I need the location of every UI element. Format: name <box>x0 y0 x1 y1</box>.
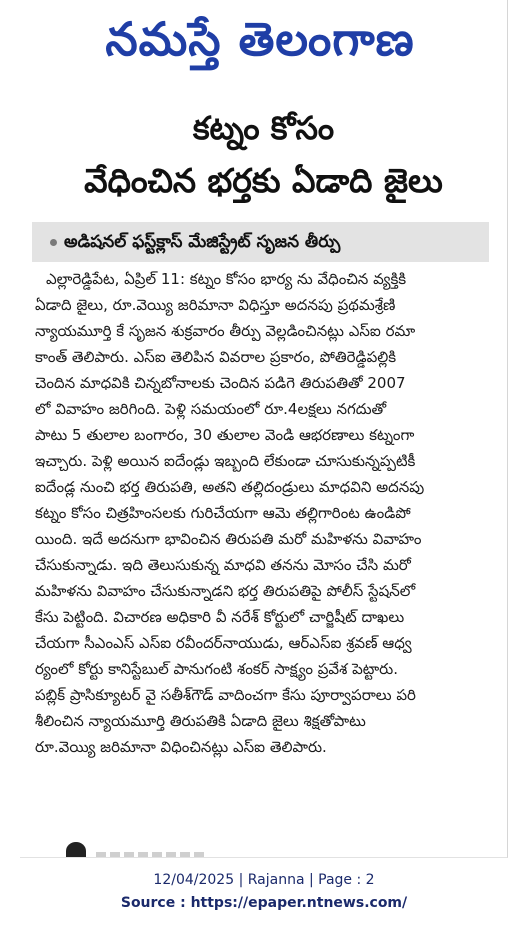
newspaper-masthead: నమస్తే తెలంగాణ <box>105 12 415 66</box>
article-line: శీలించిన న్యాయమూర్తి తిరుపతికి ఏడాది జైలు శిక్షతోపాటు <box>35 712 366 730</box>
article-line: కేసు పెట్టింది. విచారణ అధికారి వీ నరేశ్ కోర్టులో చార్జిషీట్ దాఖలు <box>35 608 405 626</box>
article-line: ఎల్లారెడ్డిపేట, ఏప్రిల్ 11: కట్నం కోసం భార్య ను వేధించిన వ్యక్తికి <box>46 270 407 288</box>
cropped-next-article-mark <box>66 842 86 858</box>
article-line: రూ.వెయ్యి జరిమానా విధించినట్లు ఎస్ఐ తెలిపారు. <box>35 738 327 756</box>
article-line: యింది. ఇదే అదనుగా భావించిన తిరుపతి మరో మహిళను వివాహం <box>35 530 422 548</box>
article-line: చేయగా సీఎంఎస్ ఎస్ఐ రవీందర్‌నాయుడు, ఆర్ఎస్ఐ శ్రవణ్ ఆధ్వ <box>35 634 412 652</box>
article-line: ఐదేండ్ల నుంచి భర్త తిరుపతి, అతని తల్లిదండ్రులు మాధవిని అదనపు <box>35 478 425 496</box>
article-line: కట్నం కోసం చిత్రహింసలకు గురిచేయగా ఆమె తల్లిగారింట ఉండిపో <box>35 504 411 522</box>
article-line: న్యాయమూర్తి కే సృజన శుక్రవారం తీర్పు వెల్లడించినట్లు ఎస్ఐ రమా <box>35 322 416 340</box>
article-line: చేసుకున్నాడు. ఇది తెలుసుకున్న మాధవి తనను మోసం చేసి మరో <box>35 556 411 574</box>
subheading-box <box>32 222 489 262</box>
article-line: చెందిన మాధవికి చిన్నబోనాలకు చెందిన పడిగె తిరుపతితో 2007 <box>35 374 406 392</box>
article-line: ఏడాది జైలు, రూ.వెయ్యి జరిమానా విధిస్తూ అదనపు ప్రథమశ్రేణి <box>35 296 396 314</box>
article-line: ర్యంలో కోర్టు కానిస్టేబుల్ పానుగంటి శంకర్ సాక్ష్యం ప్రవేశ పెట్టారు. <box>35 660 399 678</box>
article-line: ఇచ్చారు. పెళ్లి అయిన ఐదేండ్లు ఇబ్బంది లేకుండా చూసుకున్నప్పటికీ <box>35 452 416 470</box>
article-line: కాంత్ తెలిపారు. ఎస్ఐ తెలిపిన వివరాల ప్రకారం, పోతిరెడ్డిపల్లికి <box>35 348 397 366</box>
article-line: పాటు 5 తులాల బంగారం, 30 తులాల వెండి ఆభరణాలు కట్నంగా <box>35 426 415 444</box>
article-line: మహిళను వివాహం చేసుకున్నాడని భర్త తిరుపతిపై పోలీస్ స్టేషన్‌లో <box>35 582 416 600</box>
article-line: లో వివాహం జరిగింది. పెళ్లి సమయంలో రూ.4లక్షలు నగదుతో <box>35 400 387 418</box>
headline-line-1: కట్నం కోసం <box>192 109 335 147</box>
news-clipping <box>20 0 508 858</box>
footer-date-edition: 12/04/2025 | Rajanna | Page : 2 <box>153 872 375 888</box>
article-line: పబ్లిక్ ప్రాసిక్యూటర్ వై సతీశ్‌గౌడ్ వాదించగా కేసు పూర్వాపరాలు పరి <box>35 686 416 704</box>
cropped-next-article-text <box>96 852 206 857</box>
subheading: అడిషనల్ ఫస్ట్‌క్లాస్ మేజిస్ట్రేట్ సృజన తీర్పు <box>64 232 341 252</box>
bullet-icon <box>50 239 57 246</box>
footer-source-link[interactable]: Source : https://epaper.ntnews.com/ <box>120 895 408 911</box>
article-body <box>20 266 507 760</box>
headline-line-2: వేధించిన భర్తకు ఏడాది జైలు <box>84 161 443 200</box>
